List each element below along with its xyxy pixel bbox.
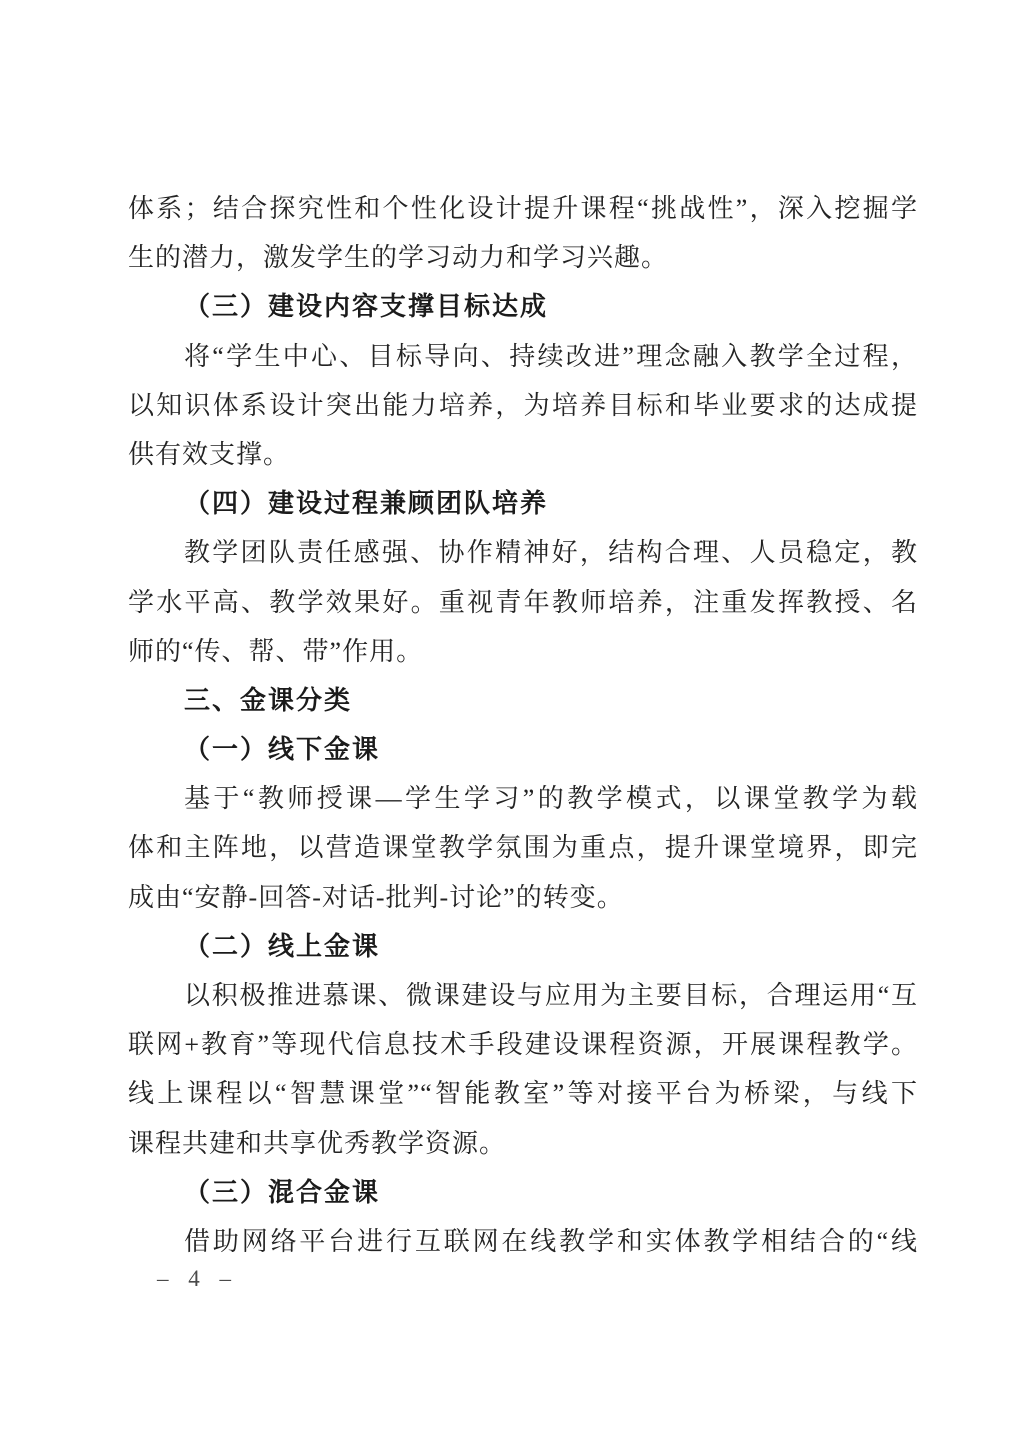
body-line: 以积极推进慕课、微课建设与应用为主要目标，合理运用“互 (184, 981, 918, 1010)
body-line: 师的“传、帮、带”作用。 (128, 636, 424, 666)
body-line: 体和主阵地，以营造课堂教学氛围为重点，提升课堂境界，即完 (128, 833, 918, 863)
text-block (128, 184, 918, 1266)
section-heading: （四）建设过程兼顾团队培养 (184, 489, 549, 519)
body-line: 课程共建和共享优秀教学资源。 (128, 1128, 507, 1158)
body-line: 生的潜力，激发学生的学习动力和学习兴趣。 (128, 243, 669, 273)
body-line: 线上课程以“智慧课堂”“智能教室”等对接平台为桥梁，与线下 (128, 1079, 918, 1109)
body-line: 将“学生中心、目标导向、持续改进”理念融入教学全过程， (184, 341, 918, 371)
body-line: 教学团队责任感强、协作精神好，结构合理、人员稳定，教 (184, 538, 918, 568)
section-heading: （二）线上金课 (184, 931, 381, 961)
body-line: 借助网络平台进行互联网在线教学和实体教学相结合的“线 (184, 1226, 918, 1256)
body-line: 成由“安静-回答-对话-批判-讨论”的转变。 (128, 882, 624, 912)
page-number: – 4 – (157, 1266, 238, 1291)
body-line: 以知识体系设计突出能力培养，为培养目标和毕业要求的达成提 (128, 390, 918, 420)
body-line: 基于“教师授课—学生学习”的教学模式，以课堂教学为载 (184, 784, 918, 814)
body-line: 联网+教育”等现代信息技术手段建设课程资源，开展课程教学。 (128, 1030, 918, 1060)
section-heading: 三、金课分类 (184, 685, 353, 715)
section-heading: （一）线下金课 (184, 735, 381, 765)
section-heading: （三）建设内容支撑目标达成 (184, 292, 549, 322)
body-line: 体系；结合探究性和个性化设计提升课程“挑战性”，深入挖掘学 (128, 194, 918, 223)
body-line: 学水平高、教学效果好。重视青年教师培养，注重发挥教授、名 (128, 587, 918, 617)
body-line: 供有效支撑。 (128, 439, 291, 469)
section-heading: （三）混合金课 (184, 1177, 381, 1207)
